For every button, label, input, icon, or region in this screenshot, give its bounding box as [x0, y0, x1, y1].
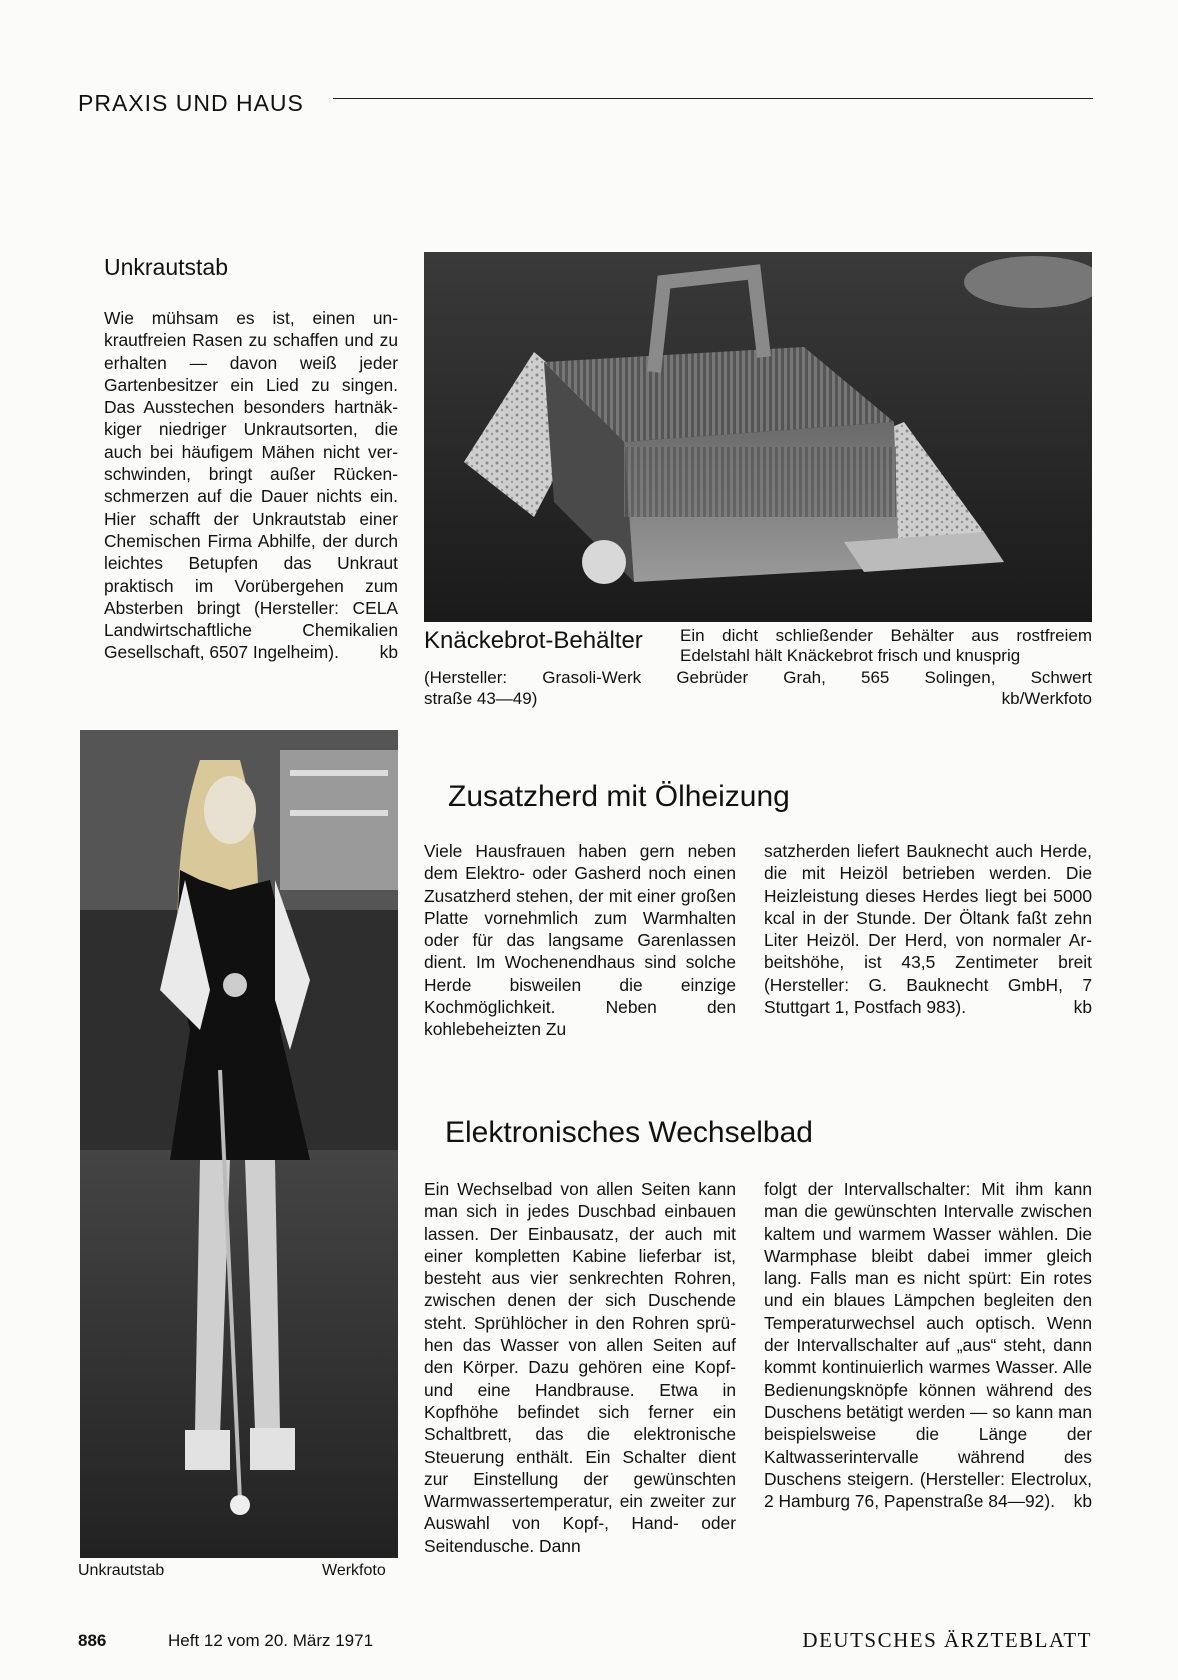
knaeckebrot-credit: kb/Werkfoto: [1001, 689, 1092, 708]
masthead: DEUTSCHES ÄRZTEBLATT: [802, 1628, 1092, 1652]
knaeckebrot-photo: [424, 252, 1092, 622]
wechselbad-col2: [764, 1178, 1092, 1512]
unkrautstab-heading: Unkrautstab: [104, 254, 229, 280]
zusatzherd-sign: kb: [1073, 997, 1092, 1018]
unkrautstab-sign: kb: [379, 642, 398, 663]
unkrautstab-body: [104, 307, 398, 664]
section-label: PRAXIS UND HAUS: [78, 90, 304, 116]
zusatzherd-heading: Zusatzherd mit Ölheizung: [448, 780, 790, 813]
unkrautstab-photo-caption: Unkrautstab: [78, 1562, 165, 1579]
wechselbad-sign: kb: [1073, 1491, 1092, 1512]
wechselbad-col1: Ein Wechselbad von allen Seiten kann man sich in jedes Duschbad einbauen lassen. Der Einbausatz, der auch mit einer kompletten Kabine lieferbar ist, besteht aus vier senkrechten Rohren, zwischen denen der sich Duschende steht. Sprühlöcher in den Rohren sprühen das Wasser von allen Seiten auf den Körper. Dazu gehören eine Kopf- und eine Handbrause. Etwa in Kopfhöhe befindet sich ferner ein Schaltbrett, das die elektronische Steuerung enthält. Ein Schalter dient zur Einstellung der gewünschten Warmwassertemperatur, ein zweiter zur Auswahl von Kopf-, Hand- oder Seitendusche. Dann: [424, 1179, 736, 1556]
unkrautstab-photo-credit: Werkfoto: [322, 1562, 386, 1579]
wechselbad-heading: Elektronisches Wechselbad: [445, 1116, 813, 1149]
knaeckebrot-caption-right: Ein dicht schließender Behälter aus rostfreiem Edelstahl hält Knäckebrot frisch und knusprig: [680, 626, 1092, 665]
zusatzherd-col2: [764, 840, 1092, 1018]
zusatzherd-col2-text: satzherden liefert Bauknecht auch Herde, die mit Heizöl betrieben werden. Die Heizleistung dieses Herdes liegt bei 5000 kcal in der Stunde. Der Öltank faßt zehn Liter Heizöl. Der Herd, von normaler Arbeitshöhe, ist 43,5 Zentimeter breit (Hersteller: G. Bauknecht GmbH, 7 Stuttgart 1, Postfach 983).: [764, 841, 1092, 1018]
woman-illustration: [80, 730, 398, 1558]
unkrautstab-photo: [80, 730, 398, 1558]
knaeckebrot-illustration: [424, 252, 1092, 622]
wechselbad-col2-text: folgt der Intervallschalter: Mit ihm kann man die gewünschten Intervalle zwischen kaltem und warmem Wasser wählen. Die Warmphase bleibt dabei immer gleich lang. Falls man es nicht spürt: Ein rotes und ein blaues Lämpchen begleiten den Temperaturwechsel auch optisch. Wenn der Intervallschalter auf „aus“ steht, dann kommt kontinuierlich warmes Wasser. Alle Bedienungsknöpfe können während des Duschens betätigt werden — so kann man beispielsweise die Länge der Kaltwasserintervalle während des Duschens steigern. (Hersteller: Electrolux, 2 Hamburg 76, Papenstraße 84—92).: [764, 1179, 1092, 1512]
unkrautstab-text: Wie mühsam es ist, einen unkrautfreien Rasen zu schaffen und zu erhalten — davon weiß jeder Gartenbesitzer ein Lied zu singen. Das Ausstechen besonders hartnäkkiger niedriger Unkrautsorten, die auch bei häufigem Mähen nicht verschwinden, bringt außer Rückenschmerzen auf die Dauer nichts ein. Hier schafft der Unkrautstab einer Chemischen Firma Abhilfe, der durch leichtes Betupfen das Unkraut praktisch im Vorübergehen zum Absterben bringt (Hersteller: CELA Landwirtschaftliche Chemikalien Gesellschaft, 6507 Ingelheim).: [104, 308, 398, 663]
knaeckebrot-caption-last: straße 43—49): [424, 689, 538, 708]
knaeckebrot-caption-line: (Hersteller: Grasoli-Werk Gebrüder Grah, 565 Solingen, Schwert: [424, 668, 1092, 687]
page-number: 886: [78, 1631, 107, 1650]
zusatzherd-col1: Viele Hausfrauen haben gern neben dem Elektro- oder Gasherd noch einen Zusatzherd stehen, der mit einer großen Platte vornehmlich zum Warmhalten oder für das langsame Garenlassen dient. Im Wochenendhaus sind solche Herde bisweilen die einzige Kochmöglichkeit. Neben den kohlebeheizten Zu: [424, 841, 736, 1040]
header-rule: [333, 98, 1093, 99]
issue-info: Heft 12 vom 20. März 1971: [168, 1631, 374, 1650]
knaeckebrot-title: Knäckebrot-Behälter: [424, 627, 643, 654]
